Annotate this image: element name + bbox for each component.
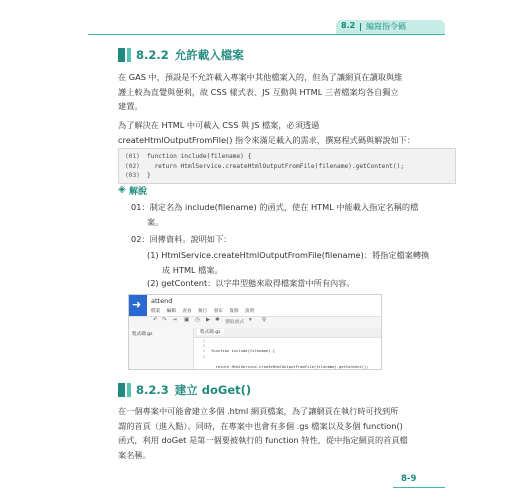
editor-menu	[151, 308, 259, 314]
paragraph-line: 建置。	[118, 101, 143, 111]
editor-code-line: return HtmlService.createHtmlOutputFromFile(filename).getContent();	[211, 364, 369, 370]
dropdown-icon[interactable]: ▾	[249, 317, 252, 323]
paragraph-line: 在一個專案中可能會建立多個 .html 網頁檔案，為了讓網頁在執行時可找到所	[118, 406, 399, 416]
project-name: attend	[151, 297, 173, 305]
paragraph-line: 護上較為直覺與便利，故 CSS 樣式表、JS 互動與 HTML 三者檔案均各自獨立	[118, 86, 399, 97]
section-marker-accent	[127, 48, 131, 62]
paragraph-line: createHtmlOutputFromFile() 指令來滿足載入的需求，撰寫程式碼與解說如下：	[118, 134, 416, 145]
header-section-title: 編寫指令碼	[366, 22, 406, 31]
paragraph-line: 函式，利用 doGet 是第一個要被執行的 function 特性，從中指定網頁的首頁檔	[118, 435, 408, 445]
run-icon[interactable]: ▶	[206, 317, 211, 323]
diamond-icon: ◈	[118, 184, 126, 195]
line-number-gutter: 1 2 3 4	[202, 338, 205, 359]
solution-subline: (2) getContent：以字串型態來取得檔案當中所有內容。	[147, 278, 355, 288]
solution-line: 案。	[147, 216, 164, 227]
section-title: 允許載入檔案	[174, 48, 244, 62]
menu-item[interactable]: 執行	[198, 309, 208, 314]
menu-item[interactable]: 資源	[229, 309, 239, 314]
solution-line: 01：制定名為 include(filename) 的函式，使在 HTML 中能載入指定名稱的檔	[131, 202, 419, 212]
apps-script-logo: ➜	[129, 295, 147, 316]
section-title: 建立 doGet()	[174, 383, 252, 397]
solution-line: 02：回傳資料。說明如下：	[131, 234, 232, 244]
menu-item[interactable]: 檔案	[151, 309, 161, 314]
solution-subline: (1) HtmlService.createHtmlOutputFromFile(filename)：將指定檔案轉換	[147, 250, 430, 260]
section-marker	[118, 48, 125, 62]
section-marker-accent	[127, 383, 131, 397]
function-select[interactable]: 選取函式	[225, 320, 245, 325]
page-number-rule	[393, 487, 445, 488]
menu-item[interactable]: 發布	[213, 309, 223, 314]
code-block	[118, 148, 456, 184]
header-rule	[88, 34, 445, 35]
sidebar-file-item[interactable]: 程式碼.gs	[132, 332, 153, 337]
debug-icon[interactable]: ✱	[215, 317, 220, 323]
undo-icon[interactable]: ↶	[153, 317, 158, 323]
menu-item[interactable]: 編輯	[166, 309, 176, 314]
header-section-number: 8.2	[341, 21, 356, 30]
paragraph-line: 在 GAS 中，預設是不允許載入專案中其他檔案入的，但為了讓網頁在讀取與維	[118, 72, 403, 82]
code-line: (01) function include(filename) {	[125, 153, 252, 160]
section-number: 8.2.2	[136, 48, 169, 62]
menu-item[interactable]: 查看	[182, 309, 192, 314]
solution-subline: 成 HTML 檔案。	[162, 264, 223, 275]
lightbulb-icon[interactable]: ♀	[262, 317, 267, 323]
section-heading-822	[136, 47, 244, 63]
code-editor[interactable]	[211, 338, 369, 370]
code-line: (03) }	[125, 172, 151, 179]
redo-icon[interactable]: ↷	[162, 317, 167, 323]
header-separator	[360, 23, 361, 31]
editor-code-line: function include(filename) {	[211, 348, 276, 354]
section-marker	[118, 383, 125, 397]
section-heading-823	[136, 382, 251, 398]
tab-code-gs[interactable]: 程式碼.gs	[197, 329, 224, 335]
code-line: (02) return HtmlService.createHtmlOutputFromFile(filename).getContent();	[125, 162, 405, 170]
paragraph-line: 為了解決在 HTML 中可載入 CSS 與 JS 檔案，必須透過	[118, 120, 320, 130]
indent-icon[interactable]: ⇥	[172, 317, 177, 323]
section-number: 8.2.3	[136, 383, 169, 397]
solution-title: 解說	[129, 187, 148, 197]
page-number: 8-9	[401, 474, 417, 484]
menu-item[interactable]: 說明	[245, 309, 255, 314]
save-icon[interactable]: ▣	[184, 317, 190, 323]
paragraph-line: 謂的首頁（進入點）。同時，在專案中也會有多個 .gs 檔案以及多個 function()	[118, 420, 403, 431]
paragraph-line: 案名稱。	[118, 449, 151, 460]
editor-screenshot	[128, 294, 382, 370]
clock-icon[interactable]: ◷	[195, 317, 200, 323]
